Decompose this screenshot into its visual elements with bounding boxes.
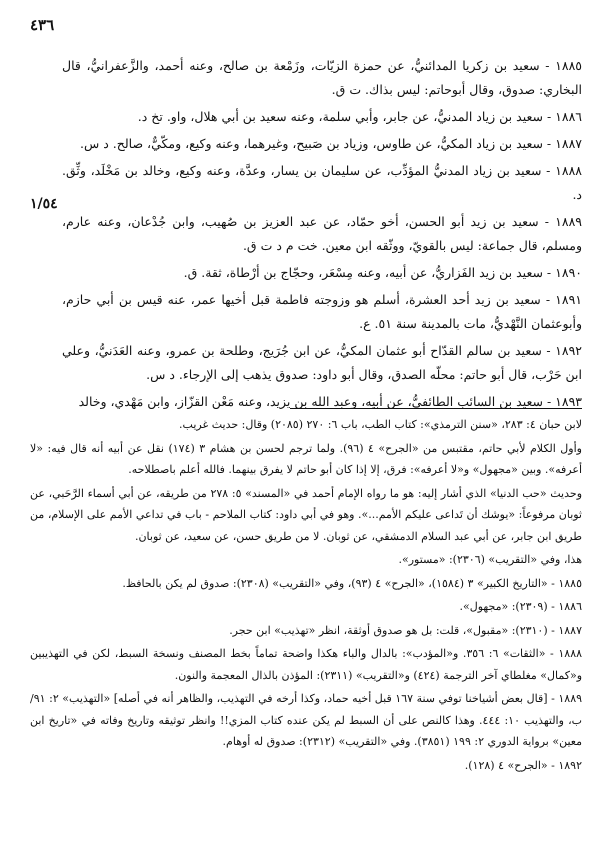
entry-1891: ١٨٩١ - سعيد بن زيد أحد العشرة، أسلم هو وزوجته فاطمة قبل أخيها عمر، عنه قيس بن أبي حازم، وأبوعثمان النَّهْديُّ، مات بالمدينة سنة ٥١. ع. <box>62 292 582 331</box>
footnote: لابن حبان ٤: ٢٨٣، «سنن الترمذي»: كتاب الطب، باب ٦: ٢٧٠ (٢٠٨٥) وقال: حديث غريب. <box>179 418 582 431</box>
footnote-1888: ١٨٨٨ - «الثقات» ٦: ٣٥٦. و«المؤدب»: بالدال والباء هكذا واضحة تماماً بخط المصنف ونسخة السبط، لكن في التهذيبين و«كمال» مغلطاي آخر الترجمة (٤٢٤) و«التقريب» (٢٣١١): المؤذن بالذال المعجمة والنون. <box>30 647 582 682</box>
footnote-1887: ١٨٨٧ - (٢٣١٠): «مقبول»، قلت: بل هو صدوق أوثقة، انظر «تهذيب» ابن حجر. <box>229 623 582 637</box>
entry-1892: ١٨٩٢ - سعيد بن سالم القدّاح أبو عثمان المكيُّ، عن ابن جُرَيج، وطلحة بن عمرو، وعنه العَدَنيُّ، وعلي ابن حَرْب، قال أبو حاتم: محلّه الصدق، وقال أبو داود: صدوق يذهب إلى الإرجاء. د س. <box>62 343 582 382</box>
entry-1887: ١٨٨٧ - سعيد بن زياد المكيُّ، عن طاوس، وزياد بن صَبيح، وغيرهما، وعنه وكيع، ومكّيٌّ، صالح. د س. <box>80 136 582 151</box>
footnote-1892: ١٨٩٢ - «الجرح» ٤ (١٢٨). <box>464 758 582 772</box>
entry-1888: ١٨٨٨ - سعيد بن زياد المدنيُّ المؤدِّب، عن سليمان بن يسار، وعدَّة، وعنه وكيع، وخالد بن مَخْلَد، وثِّق. د. <box>62 163 582 202</box>
footnote-1886: ١٨٨٦ - (٢٣٠٩): «مجهول». <box>459 600 582 613</box>
entry-1889: ١٨٨٩ - سعيد بن زيد أبو الحسن، أخو حمّاد، عن عبد العزيز بن صُهيب، وابن جُدْعان، وعنه عارم، ومسلم، قال جماعة: ليس بالقويّ، ووثّقه ابن معين. خت م د ت ق. <box>62 214 582 253</box>
margin-reference: ١/٥٤ <box>30 196 58 212</box>
footnote: هذا، وفي «التقريب» (٢٣٠٦): «مستور». <box>398 553 582 566</box>
footnote-1885: ١٨٨٥ - «التاريخ الكبير» ٣ (١٥٨٤)، «الجرح» ٤ (٩٣)، وفي «التقريب» (٢٣٠٨): صدوق لم يكن بالحافظ. <box>122 576 582 590</box>
footnote: وأول الكلام لأبي حاتم، مقتبس من «الجرح» ٤ (٩٦). ولما ترجم لحسن بن هشام ٣ (١٧٤) نقل عن أبيه أنه قال فيه: «لا أعرفه». وبين «مجهول» و«لا أعرفه»: فرق، إلا إذا كان أبو حاتم لا يفرق بينهما. فالله أعلم باصطلاحه. <box>30 441 582 476</box>
biographical-entries <box>62 54 582 417</box>
footnote-divider <box>290 408 582 409</box>
entry-1890: ١٨٩٠ - سعيد بن زيد الفَزاريُّ، عن أبيه، وعنه مِسْعَر، وحجّاج بن أرْطاة، ثقة. ق. <box>183 265 582 280</box>
entry-1885: ١٨٨٥ - سعيد بن زكريا المدائنيُّ، عن حمزة الزيّات، وزَمْعة بن صالح، وعنه أحمد، والزَّعفرانيُّ، قال البخاري: صدوق، وقال أبوحاتم: ليس بذاك. ت ق. <box>62 58 582 97</box>
footnotes <box>30 414 582 844</box>
entry-1886: ١٨٨٦ - سعيد بن زياد المدنيُّ، عن جابر، وأبي سلمة، وعنه سعيد بن أبي هلال، واو. تخ د. <box>137 109 582 124</box>
page-number: ٤٣٦ <box>30 16 55 34</box>
entry-1893: ١٨٩٣ - سعيد بن السائب الطائفيُّ، عن أبيه، وعبد الله بن يزيد، وعنه مَعْن القزّاز، وابن مَهْدي، وخالد <box>78 394 582 409</box>
footnote-1889: ١٨٨٩ - [قال بعض أشياخنا توفي سنة ١٦٧ قبل أخيه حماد، وكذا أرخه في التهذيب، والظاهر أنه في أصله] «التهذيب» ٢: ٩١/ب، والتهذيب ١٠: ٤٤٤. وهذا كالنص على أن السبط لم يكن عنده كتاب المزي!! وانظر توثيقه وتاريخ وفاته في «تاريخ ابن معين» برواية الدوري ٢: ١٩٩ (٣٨٥١). وفي «التقريب» (٢٣١٢): صدوق له أوهام. <box>30 692 582 748</box>
footnote: وحديث «حب الدنيا» الذي أشار إليه: هو ما رواه الإمام أحمد في «المسند» ٥: ٢٧٨ من طريقه، عن أبي أسماء الرَّحَبي، عن ثوبان مرفوعاً: «يوشك أن تَداعى عليكم الأمم...». وهو في أبي داود: كتاب الملاحم - باب في تداعي الأمم على الإسلام، من طريق ابن جابر، عن أبي عبد السلام الدمشقي، عن ثوبان. لا من طريق حسن، عن سعيد، عن ثوبان. <box>30 486 582 543</box>
